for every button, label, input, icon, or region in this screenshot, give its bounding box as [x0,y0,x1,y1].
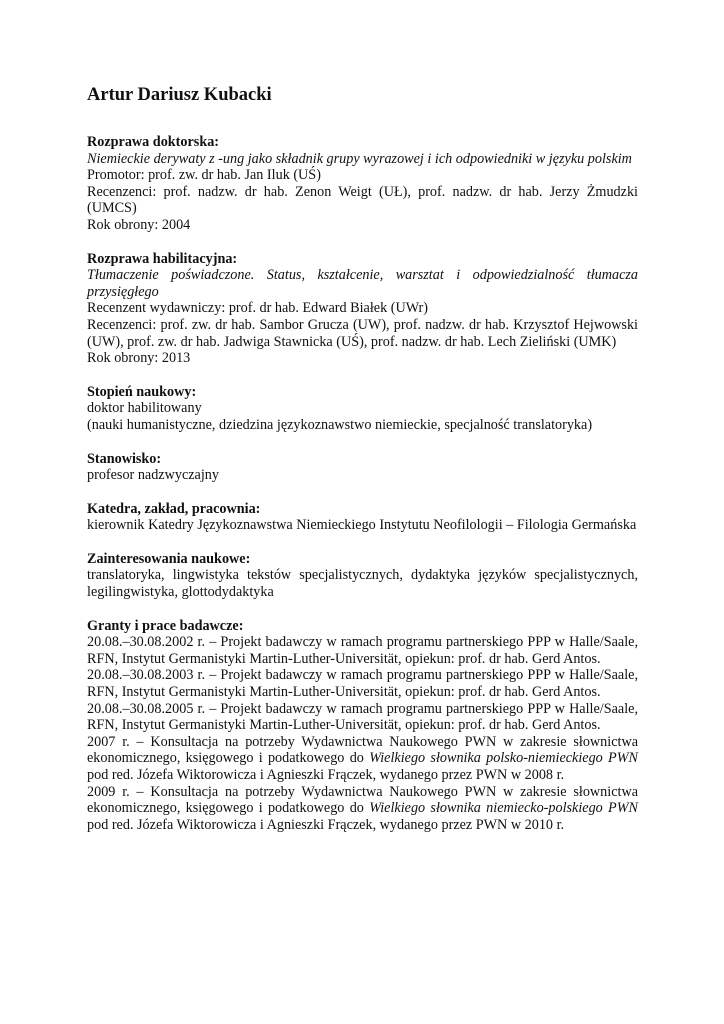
habilitation-section [87,251,638,367]
grant-item: 20.08.–30.08.2003 r. – Projekt badawczy w ramach programu partnerskiego PPP w Halle/Saale, RFN, Instytut Germanistyki Martin-Luther-Universität, opiekun: prof. dr hab. Gerd Antos. [87,667,638,701]
habilitation-publisher-reviewer: Recenzent wydawniczy: prof. dr hab. Edward Białek (UWr) [87,300,428,317]
department-title: Katedra, zakład, pracownia: [87,500,261,517]
consultation-2009-dictionary: Wielkiego słownika niemiecko-polskiego PWN [369,800,639,817]
document-page [87,84,638,850]
consultation-2009 [87,784,638,834]
degree-title: Stopień naukowy: [87,383,197,400]
grants-section [87,618,638,834]
position-section [87,451,638,484]
consultation-2007 [87,734,638,784]
habilitation-thesis: Tłumaczenie poświadczone. Status, kształcenie, warsztat i odpowiedzialność tłumacza przysięgłego [87,267,638,300]
doctorate-promoter: Promotor: prof. zw. dr hab. Jan Iluk (UŚ) [87,167,321,184]
doctorate-reviewers: Recenzenci: prof. nadzw. dr hab. Zenon Weigt (UŁ), prof. nadzw. dr hab. Jerzy Żmudzki (UMCS) [87,183,638,217]
habilitation-reviewers: Recenzenci: prof. zw. dr hab. Sambor Grucza (UW), prof. nadzw. dr hab. Krzysztof Hejwowski (UW), prof. zw. dr hab. Jadwiga Stawnicka (UŚ), prof. nadzw. dr hab. Lech Zieliński (UMK) [87,316,638,350]
doctorate-year: Rok obrony: 2004 [87,216,191,233]
habilitation-year: Rok obrony: 2013 [87,350,191,367]
position-title: Stanowisko: [87,450,162,467]
degree-detail: (nauki humanistyczne, dziedzina językoznawstwo niemieckie, specjalność translatoryka) [87,416,593,433]
consultation-2009-rest: pod red. Józefa Wiktorowicza i Agnieszki Frączek, wydanego przez PWN w 2010 r. [87,816,565,833]
department-section [87,501,638,534]
doctorate-thesis: Niemieckie derywaty z -ung jako składnik grupy wyrazowej i ich odpowiedniki w języku polskim [87,150,632,167]
degree-value: doktor habilitowany [87,400,202,417]
habilitation-title: Rozprawa habilitacyjna: [87,250,238,267]
department-value: kierownik Katedry Językoznawstwa Niemieckiego Instytutu Neofilologii – Filologia Germańska [87,517,637,534]
consultation-2007-rest: pod red. Józefa Wiktorowicza i Agnieszki Frączek, wydanego przez PWN w 2008 r. [87,767,565,783]
doctorate-title: Rozprawa doktorska: [87,134,220,150]
position-value: profesor nadzwyczajny [87,467,219,484]
doctorate-section [87,134,638,234]
consultation-2007-dictionary: Wielkiego słownika polsko-niemieckiego PWN [369,750,639,767]
consultation-2007-text: 2007 r. – Konsultacja na potrzeby Wydawnictwa Naukowego PWN w zakresie słownictwa ekonomicznego, księgowego i podatkowego do [87,733,638,767]
grant-item: 20.08.–30.08.2005 r. – Projekt badawczy w ramach programu partnerskiego PPP w Halle/Saale, RFN, Instytut Germanistyki Martin-Luther-Universität, opiekun: prof. dr hab. Gerd Antos. [87,700,638,734]
interests-title: Zainteresowania naukowe: [87,550,251,567]
grants-title: Granty i prace badawcze: [87,617,244,634]
person-name: Artur Dariusz Kubacki [87,85,272,105]
degree-section [87,384,638,434]
interests-section [87,551,638,601]
consultation-2009-text: 2009 r. – Konsultacja na potrzeby Wydawnictwa Naukowego PWN w zakresie słownictwa ekonomicznego, księgowego i podatkowego do [87,783,638,817]
grant-item: 20.08.–30.08.2002 r. – Projekt badawczy w ramach programu partnerskiego PPP w Halle/Saale, RFN, Instytut Germanistyki Martin-Luther-Universität, opiekun: prof. dr hab. Gerd Antos. [87,634,638,667]
interests-value: translatoryka, lingwistyka tekstów specjalistycznych, dydaktyka języków specjalistycznych, legilingwistyka, glottodydaktyka [87,567,638,601]
